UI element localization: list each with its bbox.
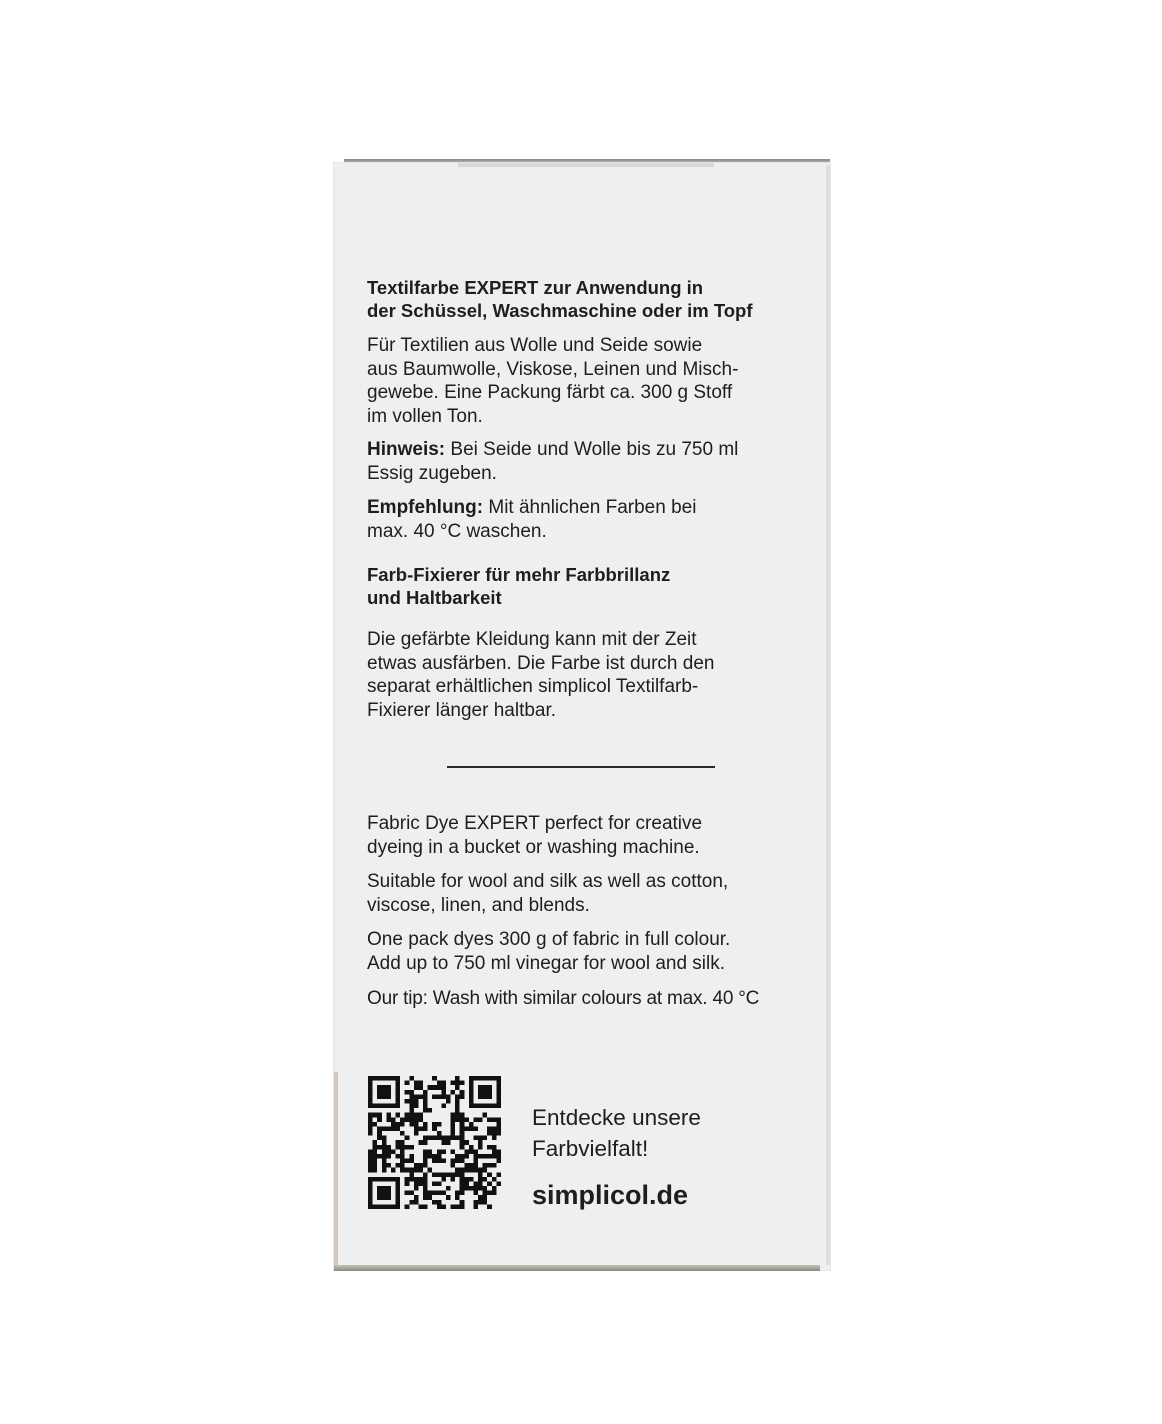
paragraph-fabric-dye: Fabric Dye EXPERT perfect for creative dyeing in a bucket or washing machine. bbox=[367, 813, 703, 858]
paragraph-one-pack: One pack dyes 300 g of fabric in full colour. Add up to 750 ml vinegar for wool and silk. bbox=[367, 929, 731, 974]
paragraph-empfehlung: Empfehlung: Mit ähnlichen Farben bei max. 40 °C waschen. bbox=[367, 497, 697, 542]
heading-farb-fixierer: Farb-Fixierer für mehr Farbbrillanz und Haltbarkeit bbox=[367, 564, 671, 608]
box-top-flap bbox=[458, 163, 714, 167]
heading-textilfarbe: Textilfarbe EXPERT zur Anwendung in der Schüssel, Waschmaschine oder im Topf bbox=[367, 277, 753, 321]
paragraph-hinweis: Hinweis: Bei Seide und Wolle bis zu 750 ml Essig zugeben. bbox=[367, 439, 739, 484]
paragraph-textilien: Für Textilien aus Wolle und Seide sowie aus Baumwolle, Viskose, Leinen und Misch- gewebe. Eine Packung färbt ca. 300 g Stoff im vollen Ton. bbox=[367, 335, 739, 427]
section-divider bbox=[447, 766, 715, 768]
paragraph-suitable: Suitable for wool and silk as well as cotton, viscose, linen, and blends. bbox=[367, 871, 729, 916]
paragraph-tip: Our tip: Wash with similar colours at max. 40 °C bbox=[367, 988, 760, 1009]
box-left-edge bbox=[334, 1072, 338, 1270]
website-link[interactable]: simplicol.de bbox=[532, 1180, 689, 1210]
cta-text: Entdecke unsere Farbvielfalt! bbox=[532, 1105, 701, 1161]
qr-code-icon[interactable] bbox=[368, 1076, 501, 1209]
box-bottom-edge bbox=[334, 1265, 820, 1271]
paragraph-fixierer: Die gefärbte Kleidung kann mit der Zeit etwas ausfärben. Die Farbe ist durch den separat erhältlichen simplicol Textilfarb- Fixierer länger haltbar. bbox=[367, 629, 715, 721]
box-right-edge bbox=[826, 165, 830, 1265]
